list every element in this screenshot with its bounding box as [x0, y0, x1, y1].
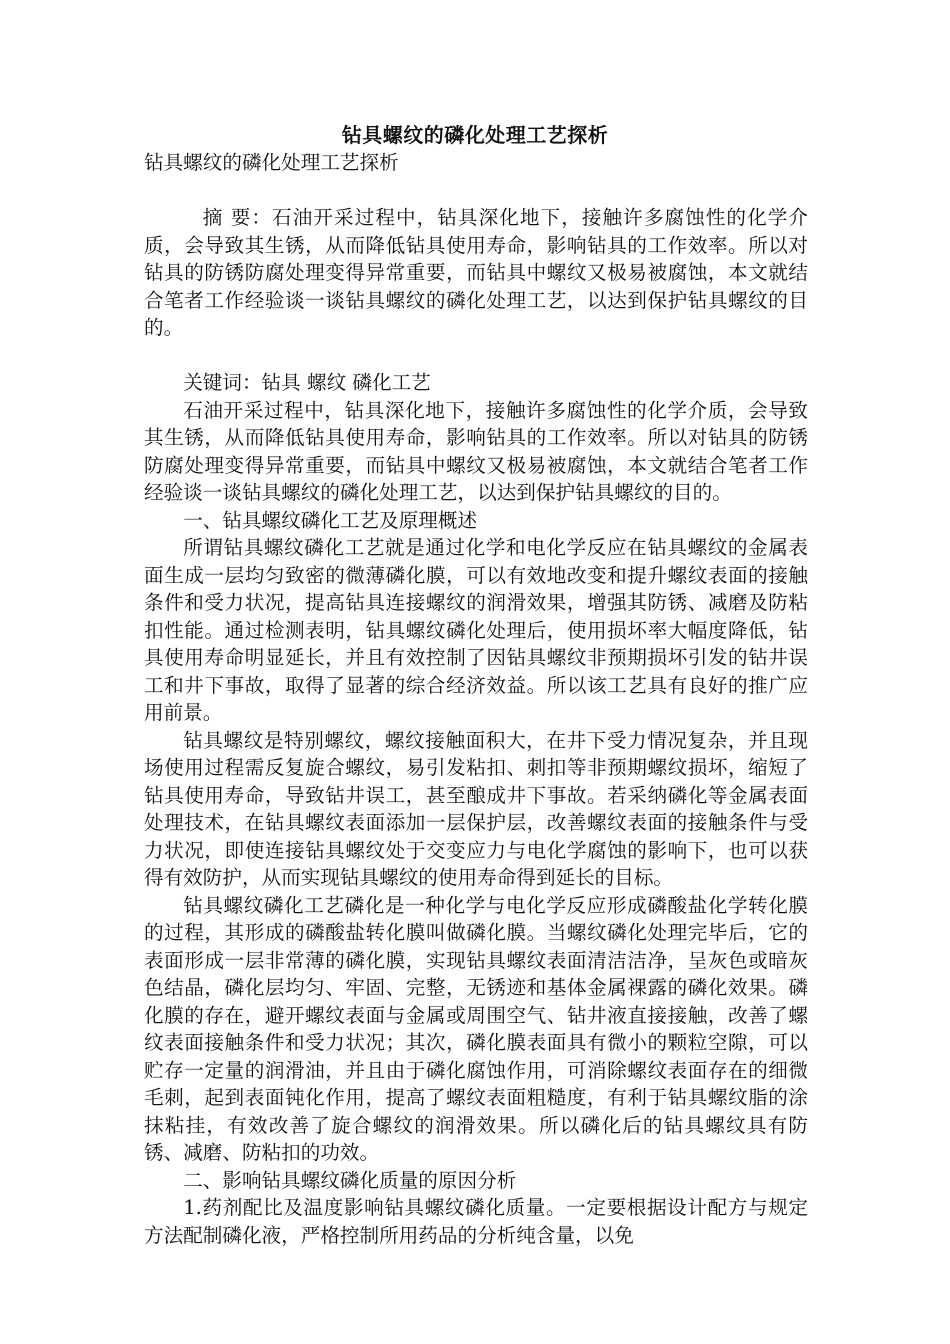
intro-paragraph: 石油开采过程中，钻具深化地下，接触许多腐蚀性的化学介质，会导致其生锈，从而降低钻具使用寿命，影响钻具的工作效率。所以对钻具的防锈防腐处理变得异常重要，而钻具中螺纹又极易被腐蚀，本文就结合笔者工作经验谈一谈钻具螺纹的磷化处理工艺，以达到保护钻具螺纹的目的。 [144, 398, 808, 504]
section1-paragraph-3: 钻具螺纹磷化工艺磷化是一种化学与电化学反应形成磷酸盐化学转化膜的过程，其形成的磷酸盐转化膜叫做磷化膜。当螺纹磷化处理完毕后，它的表面形成一层非常薄的磷化膜，实现钻具螺纹表面清洁洁净，呈灰色或暗灰色结晶，磷化层均匀、牢固、完整，无锈迹和基体金属裸露的磷化效果。磷化膜的存在，避开螺纹表面与金属或周围空气、钻井液直接接触，改善了螺纹表面接触条件和受力状况；其次，磷化膜表面具有微小的颗粒空隙，可以贮存一定量的润滑油，并且由于磷化腐蚀作用，可消除螺纹表面存在的细微毛刺，起到表面钝化作用，提高了螺纹表面粗糙度，有利于钻具螺纹脂的涂抹粘挂，有效改善了旋合螺纹的润滑效果。所以磷化后的钻具螺纹具有防锈、减磨、防粘扣的功效。 [144, 893, 808, 1164]
document-body [144, 149, 808, 1249]
section-heading-1: 一、钻具螺纹磷化工艺及原理概述 [183, 508, 478, 532]
document-subtitle: 钻具螺纹的磷化处理工艺探析 [144, 151, 399, 174]
section-heading-2: 二、影响钻具螺纹磷化质量的原因分析 [183, 1168, 517, 1192]
keywords-line: 关键词：钻具 螺纹 磷化工艺 [183, 371, 431, 394]
abstract-paragraph: 摘 要：石油开采过程中，钻具深化地下，接触许多腐蚀性的化学介质，会导致其生锈，从而降低钻具使用寿命，影响钻具的工作效率。所以对钻具的防锈防腐处理变得异常重要，而钻具中螺纹又极易被腐蚀，本文就结合笔者工作经验谈一谈钻具螺纹的磷化处理工艺，以达到保护钻具螺纹的目的。 [144, 206, 808, 339]
section1-paragraph-1: 所谓钻具螺纹磷化工艺就是通过化学和电化学反应在钻具螺纹的金属表面生成一层均匀致密的微薄磷化膜，可以有效地改变和提升螺纹表面的接触条件和受力状况，提高钻具连接螺纹的润滑效果，增强其防锈、减磨及防粘扣性能。通过检测表明，钻具螺纹磷化处理后，使用损坏率大幅度降低，钻具使用寿命明显延长，并且有效控制了因钻具螺纹非预期损坏引发的钻井误工和井下事故，取得了显著的综合经济效益。所以该工艺具有良好的推广应用前景。 [144, 536, 808, 724]
section1-paragraph-2: 钻具螺纹是特别螺纹，螺纹接触面积大，在井下受力情况复杂，并且现场使用过程需反复旋合螺纹，易引发粘扣、刺扣等非预期螺纹损坏，缩短了钻具使用寿命，导致钻井误工，甚至酿成井下事故。若采纳磷化等金属表面处理技术，在钻具螺纹表面添加一层保护层，改善螺纹表面的接触条件与受力状况，即使连接钻具螺纹处于交变应力与电化学腐蚀的影响下，也可以获得有效防护，从而实现钻具螺纹的使用寿命得到延长的目标。 [144, 728, 808, 889]
section2-paragraph-1: 1.药剂配比及温度影响钻具螺纹磷化质量。一定要根据设计配方与规定方法配制磷化液，严格控制所用药品的分析纯含量，以免 [144, 1196, 808, 1247]
blank-line [144, 342, 808, 370]
blank-line [144, 177, 808, 205]
document-title: 钻具螺纹的磷化处理工艺探析 [341, 123, 609, 147]
